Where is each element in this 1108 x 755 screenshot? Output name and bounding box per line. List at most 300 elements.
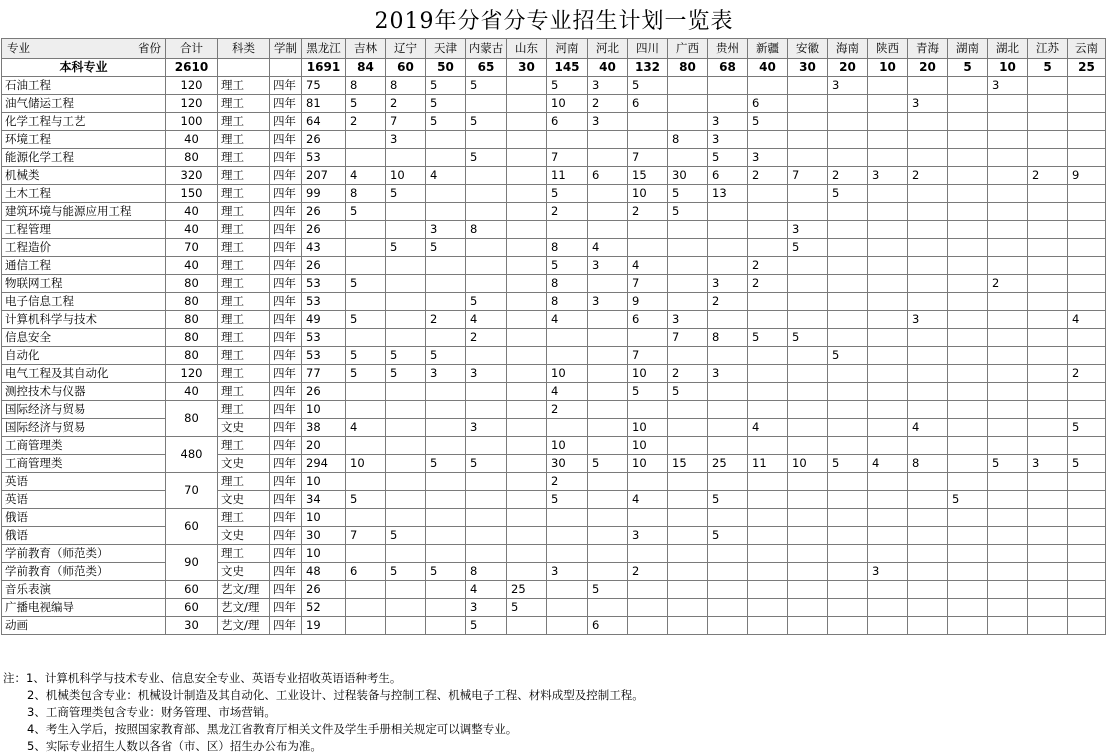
value-cell[interactable]: 2 [668,365,708,383]
value-cell[interactable]: 207 [302,167,346,185]
value-cell[interactable] [788,113,828,131]
value-cell[interactable]: 26 [302,383,346,401]
value-cell[interactable] [588,221,628,239]
header-province-12[interactable]: 安徽 [788,39,828,59]
major-cell[interactable]: 国际经济与贸易 [2,401,166,419]
duration-cell[interactable]: 四年 [270,77,302,95]
value-cell[interactable]: 5 [668,383,708,401]
value-cell[interactable] [828,545,868,563]
duration-cell[interactable]: 四年 [270,599,302,617]
value-cell[interactable] [1028,581,1068,599]
value-cell[interactable]: 7 [628,275,668,293]
header-province-2[interactable]: 辽宁 [386,39,426,59]
value-cell[interactable] [908,383,948,401]
value-cell[interactable] [828,491,868,509]
value-cell[interactable] [628,473,668,491]
value-cell[interactable] [1028,617,1068,635]
value-cell[interactable]: 5 [386,365,426,383]
value-cell[interactable] [507,455,547,473]
value-cell[interactable] [948,509,988,527]
value-cell[interactable] [507,113,547,131]
value-cell[interactable] [628,509,668,527]
value-cell[interactable] [346,509,386,527]
value-cell[interactable] [1028,149,1068,167]
value-cell[interactable]: 4 [346,167,386,185]
value-cell[interactable] [948,455,988,473]
value-cell[interactable]: 5 [466,77,507,95]
value-cell[interactable] [386,293,426,311]
major-cell[interactable]: 工程造价 [2,239,166,257]
value-cell[interactable] [988,149,1028,167]
value-cell[interactable] [908,599,948,617]
value-cell[interactable] [628,221,668,239]
total-cell[interactable]: 80 [166,401,218,437]
value-cell[interactable] [466,185,507,203]
summary-value[interactable]: 84 [346,59,386,77]
value-cell[interactable] [988,473,1028,491]
value-cell[interactable]: 20 [302,437,346,455]
value-cell[interactable]: 3 [708,113,748,131]
value-cell[interactable]: 3 [708,131,748,149]
value-cell[interactable] [346,149,386,167]
value-cell[interactable]: 5 [386,239,426,257]
major-cell[interactable]: 测控技术与仪器 [2,383,166,401]
value-cell[interactable] [668,257,708,275]
value-cell[interactable]: 5 [1068,419,1106,437]
value-cell[interactable] [708,599,748,617]
value-cell[interactable] [426,491,466,509]
value-cell[interactable] [948,563,988,581]
duration-cell[interactable]: 四年 [270,185,302,203]
value-cell[interactable] [988,581,1028,599]
total-cell[interactable]: 320 [166,167,218,185]
value-cell[interactable]: 6 [547,113,588,131]
value-cell[interactable]: 4 [1068,311,1106,329]
value-cell[interactable] [1028,329,1068,347]
category-cell[interactable]: 理工 [218,509,270,527]
value-cell[interactable] [788,383,828,401]
summary-value[interactable]: 5 [1028,59,1068,77]
value-cell[interactable] [466,473,507,491]
value-cell[interactable] [948,599,988,617]
duration-cell[interactable]: 四年 [270,401,302,419]
value-cell[interactable] [507,365,547,383]
value-cell[interactable] [908,527,948,545]
value-cell[interactable] [668,275,708,293]
value-cell[interactable]: 4 [628,491,668,509]
value-cell[interactable]: 5 [466,149,507,167]
major-cell[interactable]: 工商管理类 [2,455,166,473]
value-cell[interactable] [868,239,908,257]
value-cell[interactable] [507,473,547,491]
duration-cell[interactable]: 四年 [270,293,302,311]
value-cell[interactable] [988,347,1028,365]
summary-total[interactable]: 2610 [166,59,218,77]
value-cell[interactable] [588,401,628,419]
value-cell[interactable] [628,617,668,635]
value-cell[interactable] [708,95,748,113]
value-cell[interactable] [507,491,547,509]
value-cell[interactable]: 10 [547,95,588,113]
total-cell[interactable]: 80 [166,329,218,347]
total-cell[interactable]: 70 [166,239,218,257]
summary-value[interactable]: 20 [908,59,948,77]
value-cell[interactable]: 5 [708,527,748,545]
value-cell[interactable]: 43 [302,239,346,257]
value-cell[interactable]: 8 [708,329,748,347]
value-cell[interactable] [948,275,988,293]
value-cell[interactable]: 3 [828,77,868,95]
value-cell[interactable]: 3 [708,275,748,293]
value-cell[interactable] [988,545,1028,563]
header-province-19[interactable]: 云南 [1068,39,1106,59]
summary-value[interactable]: 40 [588,59,628,77]
value-cell[interactable]: 3 [908,311,948,329]
value-cell[interactable] [748,563,788,581]
value-cell[interactable] [868,581,908,599]
value-cell[interactable] [668,599,708,617]
value-cell[interactable] [507,149,547,167]
value-cell[interactable] [346,329,386,347]
value-cell[interactable] [507,419,547,437]
value-cell[interactable] [948,581,988,599]
major-cell[interactable]: 俄语 [2,527,166,545]
value-cell[interactable] [588,473,628,491]
value-cell[interactable] [426,617,466,635]
total-cell[interactable]: 90 [166,545,218,581]
value-cell[interactable] [748,77,788,95]
value-cell[interactable] [346,383,386,401]
value-cell[interactable]: 2 [748,275,788,293]
total-cell[interactable]: 40 [166,257,218,275]
value-cell[interactable] [708,347,748,365]
header-province-4[interactable]: 内蒙古 [466,39,507,59]
value-cell[interactable] [547,617,588,635]
value-cell[interactable] [1028,365,1068,383]
value-cell[interactable]: 4 [868,455,908,473]
major-cell[interactable]: 信息安全 [2,329,166,347]
value-cell[interactable] [948,95,988,113]
value-cell[interactable] [748,491,788,509]
value-cell[interactable]: 3 [868,563,908,581]
major-cell[interactable]: 英语 [2,473,166,491]
value-cell[interactable] [668,509,708,527]
header-province-17[interactable]: 湖北 [988,39,1028,59]
value-cell[interactable]: 3 [788,221,828,239]
value-cell[interactable] [346,473,386,491]
value-cell[interactable]: 2 [346,113,386,131]
value-cell[interactable]: 10 [302,509,346,527]
duration-cell[interactable]: 四年 [270,581,302,599]
total-cell[interactable]: 60 [166,581,218,599]
value-cell[interactable] [588,275,628,293]
value-cell[interactable] [868,473,908,491]
value-cell[interactable] [346,617,386,635]
total-cell[interactable]: 100 [166,113,218,131]
value-cell[interactable] [908,401,948,419]
value-cell[interactable]: 48 [302,563,346,581]
value-cell[interactable] [1068,95,1106,113]
value-cell[interactable] [386,455,426,473]
value-cell[interactable] [908,365,948,383]
value-cell[interactable] [988,113,1028,131]
total-cell[interactable]: 120 [166,77,218,95]
value-cell[interactable] [788,185,828,203]
value-cell[interactable] [507,131,547,149]
duration-cell[interactable]: 四年 [270,95,302,113]
major-cell[interactable]: 能源化学工程 [2,149,166,167]
value-cell[interactable] [708,221,748,239]
value-cell[interactable] [588,131,628,149]
value-cell[interactable] [1028,563,1068,581]
value-cell[interactable] [386,275,426,293]
value-cell[interactable]: 6 [346,563,386,581]
value-cell[interactable] [788,131,828,149]
value-cell[interactable]: 19 [302,617,346,635]
value-cell[interactable]: 2 [908,167,948,185]
value-cell[interactable] [708,257,748,275]
total-cell[interactable]: 30 [166,617,218,635]
summary-value[interactable]: 30 [788,59,828,77]
major-cell[interactable]: 自动化 [2,347,166,365]
value-cell[interactable]: 5 [426,113,466,131]
value-cell[interactable] [507,185,547,203]
value-cell[interactable] [748,581,788,599]
value-cell[interactable]: 5 [547,257,588,275]
value-cell[interactable]: 2 [708,293,748,311]
value-cell[interactable] [828,221,868,239]
value-cell[interactable] [466,167,507,185]
value-cell[interactable] [708,401,748,419]
category-cell[interactable]: 理工 [218,77,270,95]
total-cell[interactable]: 70 [166,473,218,509]
value-cell[interactable] [668,581,708,599]
duration-cell[interactable]: 四年 [270,455,302,473]
value-cell[interactable] [386,419,426,437]
value-cell[interactable] [1068,383,1106,401]
major-cell[interactable]: 电气工程及其自动化 [2,365,166,383]
value-cell[interactable] [668,617,708,635]
major-cell[interactable]: 通信工程 [2,257,166,275]
header-province-6[interactable]: 河南 [547,39,588,59]
value-cell[interactable] [1068,437,1106,455]
header-province-7[interactable]: 河北 [588,39,628,59]
value-cell[interactable] [1068,77,1106,95]
value-cell[interactable]: 2 [426,311,466,329]
value-cell[interactable] [426,509,466,527]
value-cell[interactable] [628,113,668,131]
duration-cell[interactable]: 四年 [270,545,302,563]
value-cell[interactable] [588,149,628,167]
value-cell[interactable] [346,257,386,275]
value-cell[interactable] [346,437,386,455]
value-cell[interactable] [868,347,908,365]
summary-value[interactable]: 40 [748,59,788,77]
value-cell[interactable] [1028,419,1068,437]
value-cell[interactable]: 3 [547,563,588,581]
value-cell[interactable]: 15 [668,455,708,473]
value-cell[interactable]: 5 [426,95,466,113]
value-cell[interactable] [588,203,628,221]
value-cell[interactable] [346,401,386,419]
header-province-5[interactable]: 山东 [507,39,547,59]
major-cell[interactable]: 化学工程与工艺 [2,113,166,131]
value-cell[interactable] [466,509,507,527]
value-cell[interactable] [1028,437,1068,455]
value-cell[interactable] [708,509,748,527]
value-cell[interactable] [668,239,708,257]
value-cell[interactable] [868,401,908,419]
value-cell[interactable] [547,545,588,563]
summary-value[interactable]: 50 [426,59,466,77]
value-cell[interactable] [1028,491,1068,509]
value-cell[interactable] [988,257,1028,275]
category-cell[interactable]: 艺文/理 [218,581,270,599]
duration-cell[interactable]: 四年 [270,347,302,365]
value-cell[interactable] [1028,473,1068,491]
value-cell[interactable] [748,239,788,257]
category-cell[interactable]: 文史 [218,491,270,509]
value-cell[interactable]: 10 [302,545,346,563]
summary-value[interactable]: 10 [988,59,1028,77]
value-cell[interactable]: 5 [628,77,668,95]
value-cell[interactable] [948,185,988,203]
value-cell[interactable]: 5 [828,347,868,365]
total-cell[interactable]: 40 [166,203,218,221]
value-cell[interactable]: 2 [828,167,868,185]
value-cell[interactable]: 5 [588,455,628,473]
total-cell[interactable]: 60 [166,599,218,617]
value-cell[interactable] [948,239,988,257]
value-cell[interactable]: 5 [708,491,748,509]
value-cell[interactable] [868,509,908,527]
value-cell[interactable] [908,347,948,365]
value-cell[interactable] [708,383,748,401]
value-cell[interactable] [1028,545,1068,563]
value-cell[interactable] [868,545,908,563]
value-cell[interactable] [788,527,828,545]
major-cell[interactable]: 计算机科学与技术 [2,311,166,329]
value-cell[interactable] [426,293,466,311]
value-cell[interactable]: 5 [386,563,426,581]
duration-cell[interactable]: 四年 [270,167,302,185]
value-cell[interactable] [668,473,708,491]
value-cell[interactable] [466,239,507,257]
value-cell[interactable] [788,473,828,491]
value-cell[interactable]: 11 [748,455,788,473]
value-cell[interactable] [1028,347,1068,365]
value-cell[interactable] [346,545,386,563]
value-cell[interactable]: 64 [302,113,346,131]
value-cell[interactable] [426,185,466,203]
value-cell[interactable] [748,311,788,329]
value-cell[interactable]: 53 [302,347,346,365]
value-cell[interactable]: 294 [302,455,346,473]
category-cell[interactable]: 理工 [218,239,270,257]
value-cell[interactable] [908,617,948,635]
value-cell[interactable]: 10 [788,455,828,473]
value-cell[interactable] [948,293,988,311]
value-cell[interactable]: 9 [1068,167,1106,185]
value-cell[interactable] [346,131,386,149]
major-cell[interactable]: 音乐表演 [2,581,166,599]
value-cell[interactable] [1068,401,1106,419]
value-cell[interactable] [828,599,868,617]
header-province-14[interactable]: 陕西 [868,39,908,59]
value-cell[interactable] [426,383,466,401]
value-cell[interactable]: 53 [302,293,346,311]
summary-value[interactable]: 20 [828,59,868,77]
value-cell[interactable] [507,383,547,401]
value-cell[interactable] [668,347,708,365]
value-cell[interactable]: 5 [346,95,386,113]
value-cell[interactable] [588,347,628,365]
value-cell[interactable]: 2 [547,203,588,221]
value-cell[interactable] [628,131,668,149]
value-cell[interactable] [868,365,908,383]
value-cell[interactable] [868,293,908,311]
value-cell[interactable] [988,365,1028,383]
value-cell[interactable] [386,581,426,599]
value-cell[interactable] [386,509,426,527]
value-cell[interactable]: 8 [668,131,708,149]
value-cell[interactable] [868,77,908,95]
value-cell[interactable] [908,221,948,239]
value-cell[interactable]: 3 [588,113,628,131]
header-province-10[interactable]: 贵州 [708,39,748,59]
value-cell[interactable]: 8 [346,77,386,95]
value-cell[interactable]: 10 [302,473,346,491]
value-cell[interactable]: 77 [302,365,346,383]
value-cell[interactable] [1068,563,1106,581]
value-cell[interactable] [908,581,948,599]
value-cell[interactable] [668,293,708,311]
value-cell[interactable] [507,167,547,185]
value-cell[interactable]: 4 [748,419,788,437]
value-cell[interactable] [908,473,948,491]
value-cell[interactable]: 5 [426,563,466,581]
summary-value[interactable]: 1691 [302,59,346,77]
value-cell[interactable] [828,311,868,329]
value-cell[interactable] [868,185,908,203]
value-cell[interactable] [988,131,1028,149]
value-cell[interactable] [948,527,988,545]
value-cell[interactable] [988,311,1028,329]
value-cell[interactable] [828,293,868,311]
value-cell[interactable] [346,239,386,257]
duration-cell[interactable]: 四年 [270,203,302,221]
major-cell[interactable]: 国际经济与贸易 [2,419,166,437]
total-cell[interactable]: 60 [166,509,218,545]
value-cell[interactable] [828,95,868,113]
value-cell[interactable] [1028,527,1068,545]
value-cell[interactable] [507,509,547,527]
value-cell[interactable] [788,545,828,563]
value-cell[interactable] [1068,239,1106,257]
value-cell[interactable] [426,581,466,599]
value-cell[interactable] [708,581,748,599]
value-cell[interactable] [588,527,628,545]
value-cell[interactable] [708,77,748,95]
value-cell[interactable] [466,275,507,293]
value-cell[interactable]: 3 [426,365,466,383]
value-cell[interactable] [868,131,908,149]
value-cell[interactable]: 10 [628,185,668,203]
summary-value[interactable]: 60 [386,59,426,77]
value-cell[interactable] [426,257,466,275]
value-cell[interactable] [426,203,466,221]
category-cell[interactable]: 理工 [218,311,270,329]
